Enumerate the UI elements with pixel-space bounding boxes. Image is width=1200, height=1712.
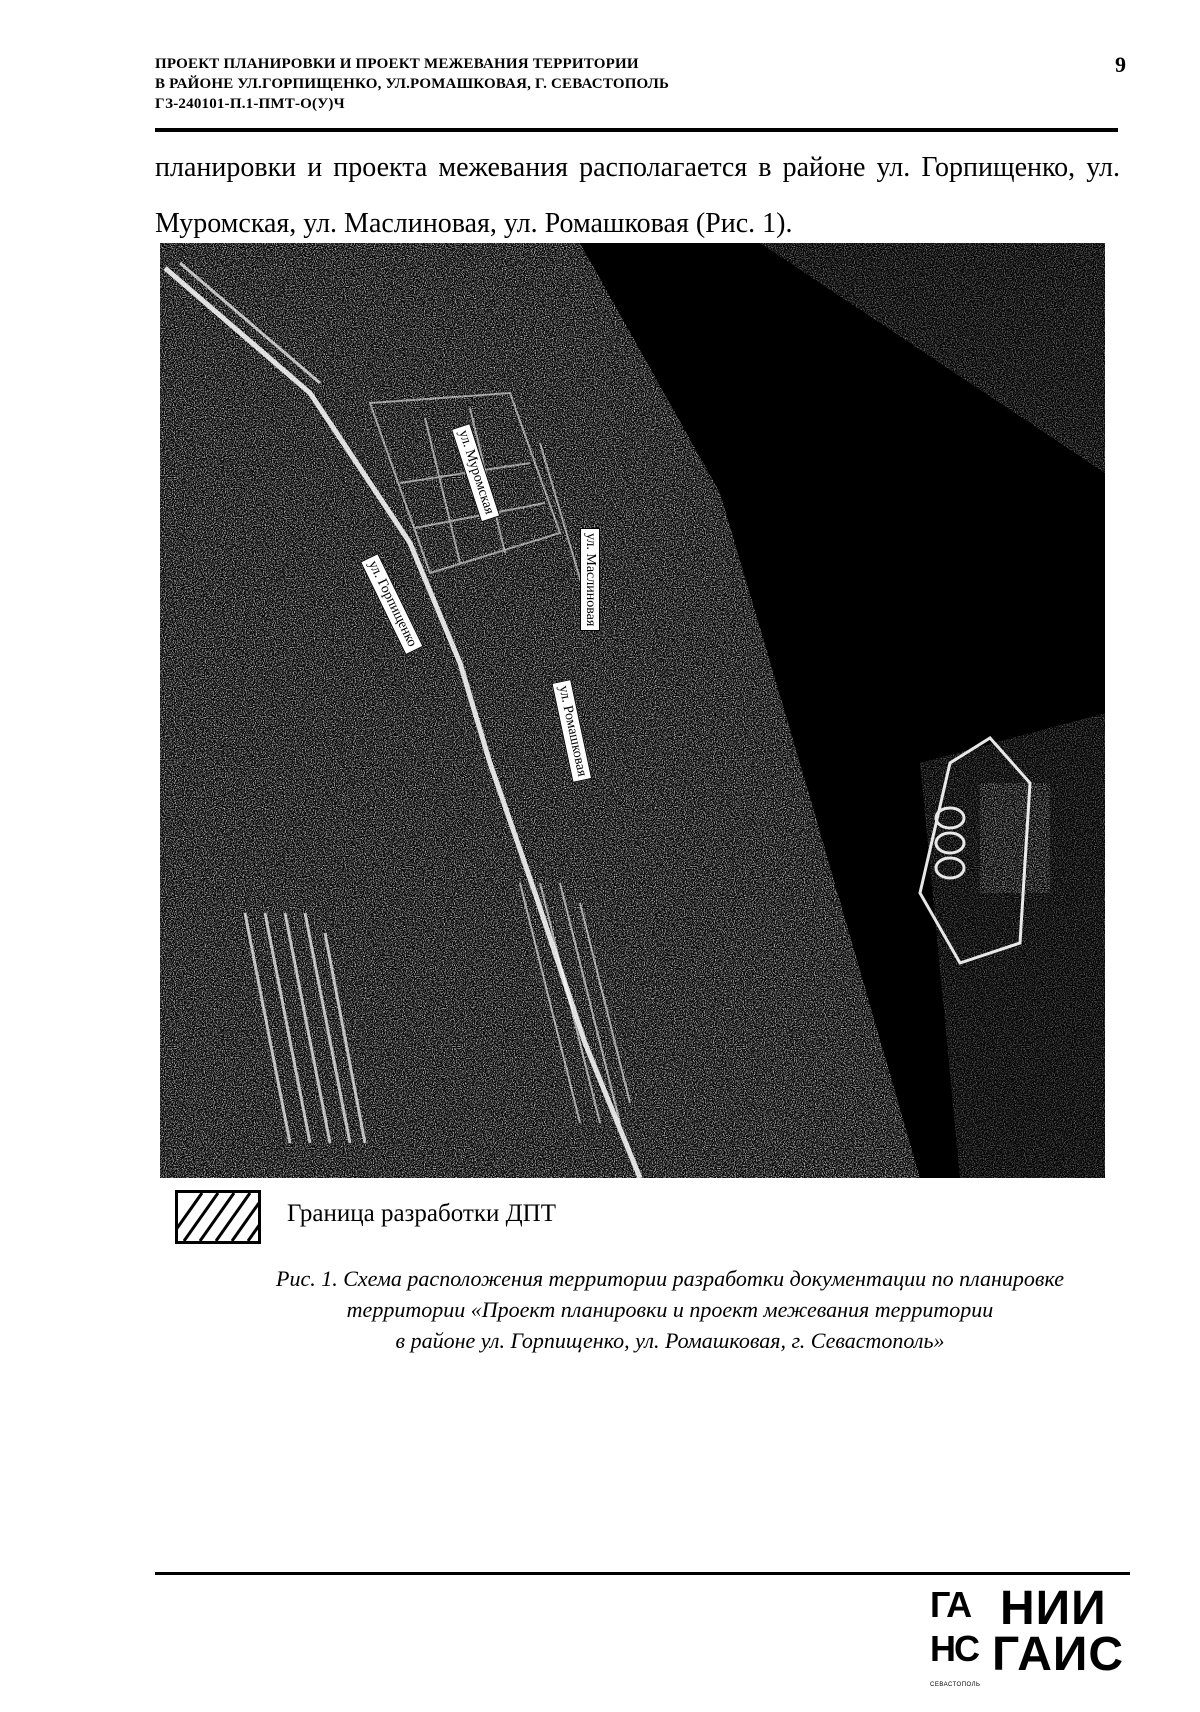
logo-city: СЕВАСТОПОЛЬ	[930, 1682, 981, 1688]
caption-line1: Рис. 1. Схема расположения территории разработки документации по планировке	[276, 1266, 1064, 1291]
logo-mark-bottom: НС	[930, 1628, 978, 1669]
body-paragraph	[155, 140, 1120, 252]
document-header	[155, 54, 1055, 114]
caption-line3: в районе ул. Горпищенко, ул. Ромашковая, г. Севастополь»	[395, 1328, 945, 1353]
logo-name-bottom: ГАИС	[992, 1628, 1125, 1681]
logo-name-top: НИИ	[1000, 1582, 1107, 1635]
body-line1: планировки и проекта межевания располагается в районе ул. Горпищенко, ул.	[155, 152, 1120, 183]
logo-mark-top: ГА	[930, 1584, 971, 1625]
legend-label: Граница разработки ДПТ	[287, 1200, 556, 1227]
caption-line2: территории «Проект планировки и проект межевания территории	[346, 1297, 994, 1322]
satellite-image	[160, 243, 1105, 1178]
hatched-boundary-swatch	[175, 1190, 261, 1244]
header-divider	[155, 128, 1118, 132]
header-document-code: ГЗ-240101-П.1-ПМТ-О(У)Ч	[155, 96, 345, 112]
satellite-map	[160, 243, 1105, 1178]
header-title-line2: В РАЙОНЕ УЛ.ГОРПИЩЕНКО, УЛ.РОМАШКОВАЯ, Г. СЕВАСТОПОЛЬ	[155, 76, 670, 92]
footer-divider	[155, 1572, 1130, 1575]
body-line2: Муромская, ул. Маслиновая, ул. Ромашковая (Рис. 1).	[155, 208, 793, 239]
page-number: 9	[1115, 52, 1126, 77]
map-label-gorpishchenko: ул. Горпищенко	[360, 553, 423, 655]
figure-caption	[230, 1263, 1110, 1356]
map-label-romashkovaya: ул. Ромашковая	[551, 679, 592, 783]
header-title-line1: ПРОЕКТ ПЛАНИРОВКИ И ПРОЕКТ МЕЖЕВАНИЯ ТЕРРИТОРИИ	[155, 56, 639, 72]
map-label-maslinovaya: ул. Маслиновая	[580, 528, 600, 631]
niigais-logo	[930, 1582, 1125, 1690]
map-label-muromskaya: ул. Муромская	[451, 423, 500, 522]
